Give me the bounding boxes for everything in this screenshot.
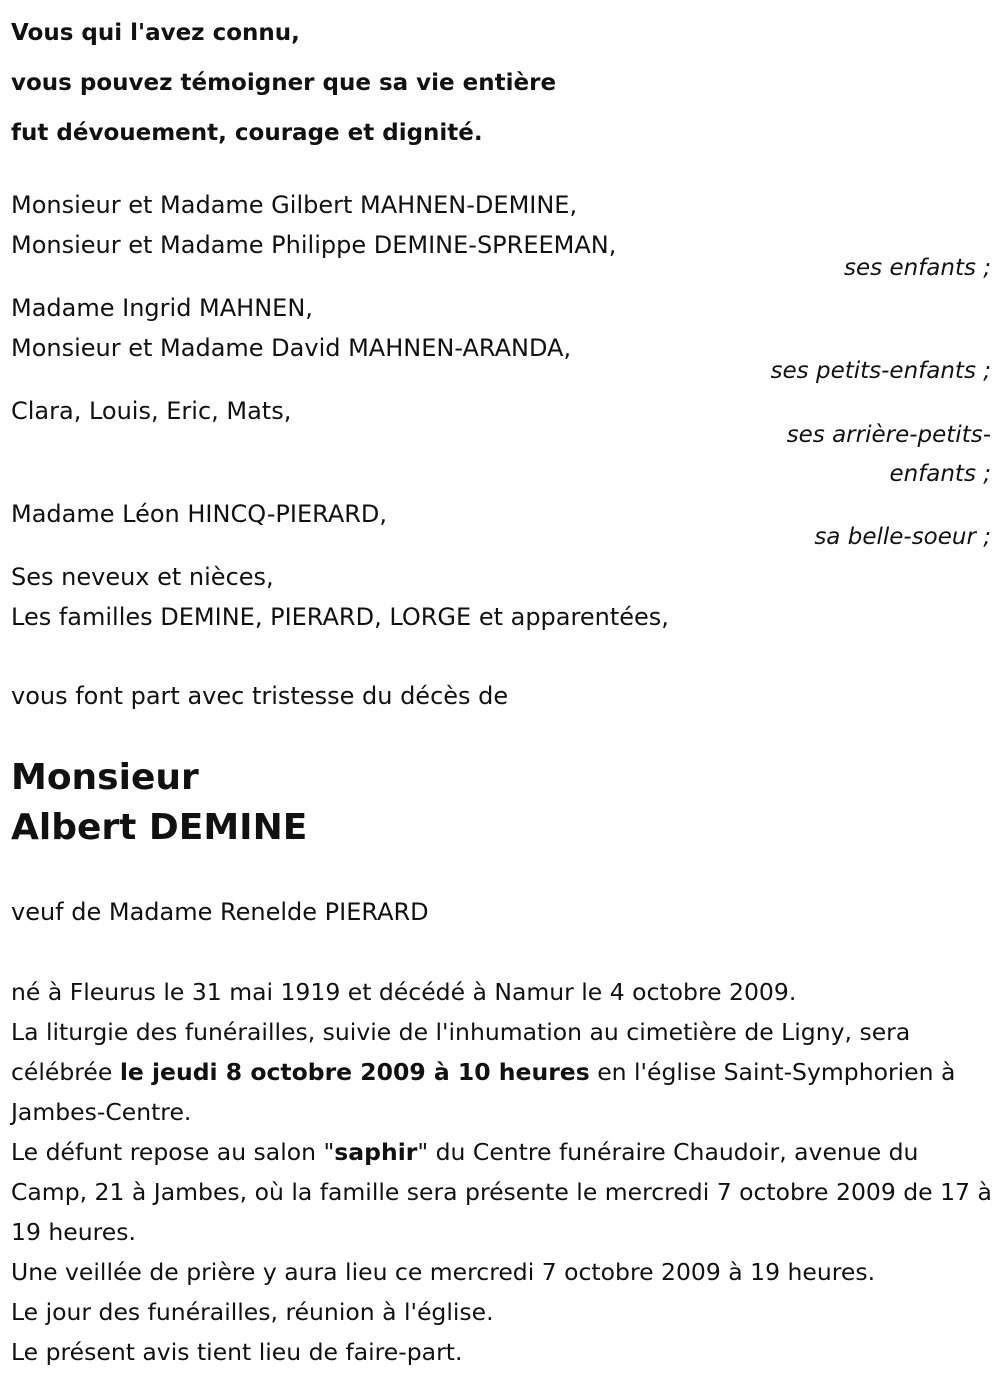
others-line: Les familles DEMINE, PIERARD, LORGE et apparentées, xyxy=(11,603,669,631)
liturgy-text: en l'église Saint-Symphorien à Jambes-Centre. xyxy=(11,1058,956,1126)
rest-text: " du Centre funéraire Chaudoir, avenue du Camp, 21 à Jambes, où la famille sera présente le mercredi 7 octobre 2009 de 17 à 19 heures. xyxy=(11,1138,992,1246)
sister-in-law-line: Madame Léon HINCQ-PIERARD, xyxy=(11,500,388,528)
liturgy-paragraph xyxy=(11,1012,996,1132)
rest-paragraph xyxy=(11,1132,996,1252)
vigil-line: Une veillée de prière y aura lieu ce mercredi 7 octobre 2009 à 19 heures. xyxy=(11,1258,876,1286)
children-line: Monsieur et Madame Philippe DEMINE-SPREEMAN, xyxy=(11,231,617,259)
grandchildren-role: ses petits-enfants ; xyxy=(770,358,991,384)
children-role: ses enfants ; xyxy=(844,255,991,281)
liturgy-text: La liturgie des funérailles, suivie de l'inhumation au cimetière de Ligny, sera célébrée xyxy=(11,1018,911,1086)
grandchildren-line: Madame Ingrid MAHNEN, xyxy=(11,294,313,322)
epigraph xyxy=(11,8,556,158)
widower-line: veuf de Madame Renelde PIERARD xyxy=(11,898,429,926)
funeral-details xyxy=(11,972,996,1372)
salon-name: saphir xyxy=(334,1138,418,1166)
epigraph-line: Vous qui l'avez connu, xyxy=(11,20,300,46)
grandchildren-line: Monsieur et Madame David MAHNEN-ARANDA, xyxy=(11,334,572,362)
epigraph-line: fut dévouement, courage et dignité. xyxy=(11,120,483,146)
great-grandchildren-line: Clara, Louis, Eric, Mats, xyxy=(11,397,292,425)
others-line: Ses neveux et nièces, xyxy=(11,563,274,591)
liturgy-date: le jeudi 8 octobre 2009 à 10 heures xyxy=(119,1058,590,1086)
deceased-title: Monsieur xyxy=(11,757,199,798)
deceased-name: Albert DEMINE xyxy=(11,807,308,848)
sister-in-law-role: sa belle-soeur ; xyxy=(814,524,991,550)
deceased-name-block xyxy=(11,753,307,853)
children-line: Monsieur et Madame Gilbert MAHNEN-DEMINE, xyxy=(11,191,578,219)
epigraph-line: vous pouvez témoigner que sa vie entière xyxy=(11,70,557,96)
birth-death: né à Fleurus le 31 mai 1919 et décédé à Namur le 4 octobre 2009. xyxy=(11,978,797,1006)
notice-line: Le présent avis tient lieu de faire-part. xyxy=(11,1338,463,1366)
meeting-line: Le jour des funérailles, réunion à l'église. xyxy=(11,1298,494,1326)
great-grandchildren-role: enfants ; xyxy=(889,461,991,487)
great-grandchildren-role: ses arrière-petits- xyxy=(786,422,991,448)
rest-text: Le défunt repose au salon " xyxy=(11,1138,335,1166)
announcement: vous font part avec tristesse du décès de xyxy=(11,682,509,710)
